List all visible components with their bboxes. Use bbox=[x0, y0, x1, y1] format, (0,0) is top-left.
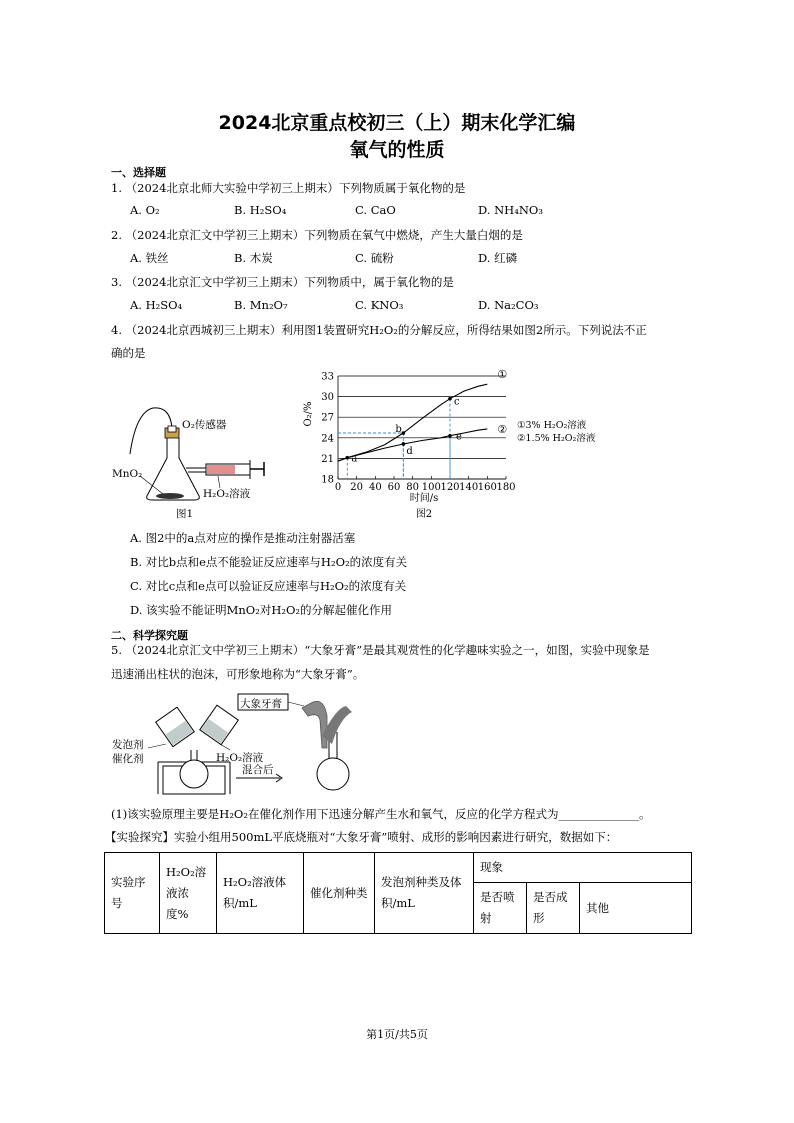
fig1-mno2-label: MnO₂ bbox=[112, 468, 143, 480]
section-heading-choice: 一、选择题 bbox=[111, 166, 166, 179]
point-label-b: b bbox=[395, 423, 402, 435]
question-4-stem-line2: 确的是 bbox=[111, 346, 146, 360]
th-cat: 催化剂种类 bbox=[304, 853, 375, 934]
question-4-stem-line1: 4. （2024北京西城初三上期末）利用图1装置研究H₂O₂的分解反应，所得结果如图2所示。下列说法不正 bbox=[111, 323, 647, 337]
q4-option-c: C. 对比c点和e点可以验证反应速率与H₂O₂的浓度有关 bbox=[130, 579, 407, 593]
point-b bbox=[402, 431, 406, 435]
th-vol: H₂O₂溶液体积/mL bbox=[217, 853, 304, 934]
question-3-stem: 3. （2024北京汇文中学初三上期末）下列物质中，属于氧化物的是 bbox=[111, 275, 454, 289]
figure-elephant-toothpaste bbox=[108, 688, 368, 800]
experiment-table bbox=[104, 852, 692, 934]
xtick-label-180: 180 bbox=[496, 482, 516, 493]
q4-option-b: B. 对比b点和e点不能验证反应速率与H₂O₂的浓度有关 bbox=[130, 555, 408, 569]
q2-option-c: C. 硫粉 bbox=[355, 251, 394, 265]
th-other: 其他 bbox=[580, 883, 692, 934]
question-5-sub1: (1)该实验原理主要是H₂O₂在催化剂作用下迅速分解产生水和氧气，反应的化学方程式为______________。 bbox=[111, 807, 651, 821]
fig1-sensor-label: O₂传感器 bbox=[182, 419, 227, 431]
chart-xlabel: 时间/s bbox=[409, 493, 439, 504]
chart-caption: 图2 bbox=[415, 509, 433, 520]
xtick-label-120: 120 bbox=[440, 482, 460, 493]
chart-gridlines bbox=[338, 376, 506, 479]
q3-option-d: D. Na₂CO₃ bbox=[478, 298, 539, 312]
point-d bbox=[402, 442, 406, 446]
xtick-label-140: 140 bbox=[459, 482, 479, 493]
question-5-stem-line1: 5. （2024北京汇文中学初三上期末）“大象牙膏”是最其观赏性的化学趣味实验之一，如图，实验中现象是 bbox=[111, 643, 650, 657]
q1-option-d: D. NH₄NO₃ bbox=[478, 203, 543, 217]
q1-option-c: C. CaO bbox=[355, 203, 396, 217]
ytick-label-18: 18 bbox=[321, 474, 334, 486]
ytick-label-27: 27 bbox=[321, 412, 334, 424]
fig-solution-label: H₂O₂溶液 bbox=[216, 752, 264, 764]
question-2-stem: 2. （2024北京汇文中学初三上期末）下列物质在氧气中燃烧，产生大量白烟的是 bbox=[111, 228, 523, 242]
q2-option-b: B. 木炭 bbox=[234, 251, 273, 265]
fig-toothpaste-label: 大象牙膏 bbox=[240, 698, 282, 710]
fig1-caption: 图1 bbox=[176, 508, 194, 520]
xtick-label-100: 100 bbox=[421, 482, 441, 493]
figure-2-chart bbox=[292, 366, 637, 521]
q3-option-b: B. Mn₂O₇ bbox=[234, 298, 288, 312]
th-conc: H₂O₂溶液浓度% bbox=[160, 853, 217, 934]
fig-mixed-label: 混合后 bbox=[242, 764, 274, 776]
question-1-stem: 1. （2024北京北师大实验中学初三上期末）下列物质属于氧化物的是 bbox=[111, 181, 466, 195]
xtick-label-160: 160 bbox=[477, 482, 497, 493]
th-seq: 实验序号 bbox=[105, 853, 160, 934]
q3-option-c: C. KNO₃ bbox=[355, 298, 404, 312]
page-footer: 第1页/共5页 bbox=[366, 1028, 428, 1041]
xtick-label-60: 60 bbox=[387, 482, 401, 493]
xtick-label-20: 20 bbox=[350, 482, 364, 493]
series-marker-label-1: ① bbox=[497, 368, 508, 382]
q3-option-a: A. H₂SO₄ bbox=[130, 298, 183, 312]
q4-option-a: A. 图2中的a点对应的操作是推动注射器活塞 bbox=[130, 531, 356, 545]
q1-option-b: B. H₂SO₄ bbox=[234, 203, 287, 217]
ytick-label-33: 33 bbox=[321, 371, 334, 383]
q2-option-d: D. 红磷 bbox=[478, 251, 518, 265]
fig-foaming-label: 发泡剂 bbox=[112, 739, 144, 751]
ytick-label-21: 21 bbox=[321, 453, 334, 465]
chart-series bbox=[338, 368, 507, 461]
fig-catalyst-label: 催化剂 bbox=[112, 753, 144, 765]
q1-option-a: A. O₂ bbox=[130, 203, 160, 217]
question-5-stem-line2: 迅速涌出柱状的泡沫，可形象地称为“大象牙膏”。 bbox=[111, 667, 365, 681]
page-title: 2024北京重点校初三（上）期末化学汇编 bbox=[218, 112, 576, 134]
th-foam: 发泡剂种类及体积/mL bbox=[375, 853, 474, 934]
th-spray: 是否喷射 bbox=[474, 883, 527, 934]
section-heading-inquiry: 二、科学探究题 bbox=[111, 629, 188, 642]
point-a bbox=[346, 456, 350, 460]
th-form: 是否成形 bbox=[527, 883, 580, 934]
ytick-label-24: 24 bbox=[321, 433, 334, 445]
xtick-label-80: 80 bbox=[406, 482, 420, 493]
question-5-explore: 【实验探究】实验小组用500mL平底烧瓶对“大象牙膏”喷射、成形的影响因素进行研究，数据如下： bbox=[105, 830, 618, 844]
q4-option-d: D. 该实验不能证明MnO₂对H₂O₂的分解起催化作用 bbox=[130, 603, 393, 617]
q2-option-a: A. 铁丝 bbox=[130, 251, 169, 265]
ytick-label-30: 30 bbox=[321, 392, 334, 404]
point-label-e: e bbox=[456, 431, 462, 443]
point-label-c: c bbox=[454, 396, 460, 408]
point-e bbox=[448, 434, 452, 438]
chart-legend-item-1: ①3% H₂O₂溶液 bbox=[517, 420, 587, 431]
chart-ylabel: O₂/% bbox=[303, 401, 314, 427]
series-marker-label-2: ② bbox=[497, 422, 508, 436]
xtick-label-40: 40 bbox=[368, 482, 382, 493]
point-label-a: a bbox=[351, 453, 358, 465]
point-label-d: d bbox=[406, 445, 413, 457]
chart-legend-item-2: ②1.5% H₂O₂溶液 bbox=[517, 433, 596, 444]
chart-axes bbox=[338, 376, 506, 479]
th-phenomenon: 现象 bbox=[474, 853, 692, 883]
page-subtitle: 氧气的性质 bbox=[349, 139, 445, 161]
point-c bbox=[448, 397, 452, 401]
chart-tick-labels bbox=[321, 372, 515, 494]
fig1-solution-label: H₂O₂溶液 bbox=[203, 488, 251, 500]
xtick-label-0: 0 bbox=[334, 482, 342, 493]
